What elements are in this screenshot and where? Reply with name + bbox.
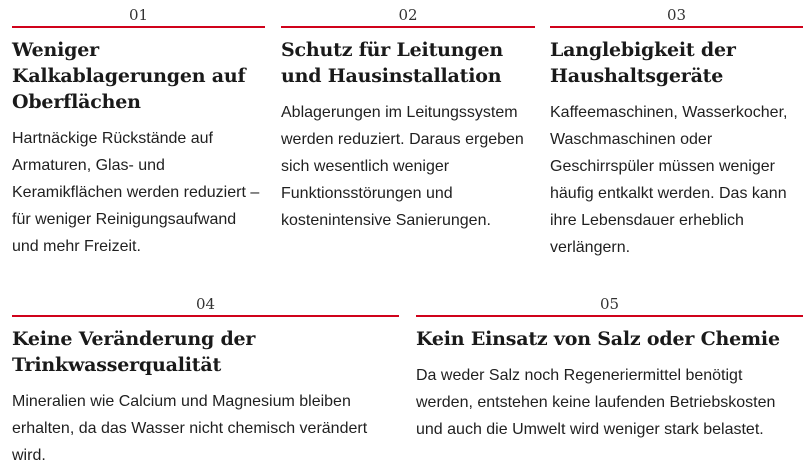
feature-description: Da weder Salz noch Regeneriermittel benötigt werden, entstehen keine laufenden Betriebskosten und auch die Umwelt wird weniger stark belastet. bbox=[416, 367, 776, 438]
feature-description: Hartnäckige Rückstände auf Armaturen, Glas- und Keramikflächen werden reduziert – für weniger Reinigungsaufwand und mehr Freizeit. bbox=[12, 130, 260, 255]
feature-divider bbox=[550, 26, 803, 28]
feature-card-02 bbox=[281, 6, 535, 234]
feature-divider bbox=[12, 315, 399, 317]
feature-number: 05 bbox=[599, 295, 620, 313]
feature-divider bbox=[416, 315, 803, 317]
feature-title: Langlebigkeit der Haushaltsgeräte bbox=[550, 39, 736, 87]
feature-card-01 bbox=[12, 6, 265, 260]
feature-number: 01 bbox=[128, 6, 149, 24]
feature-divider bbox=[281, 26, 535, 28]
feature-number: 04 bbox=[195, 295, 216, 313]
feature-card-05 bbox=[416, 295, 803, 443]
feature-description: Ablagerungen im Leitungssystem werden reduziert. Daraus ergeben sich wesentlich weniger Funktionsstörungen und kostenintensive Sanierungen. bbox=[281, 104, 524, 229]
feature-number: 02 bbox=[398, 6, 418, 24]
feature-card-03 bbox=[550, 6, 803, 261]
feature-card-04 bbox=[12, 295, 399, 469]
feature-description: Kaffeemaschinen, Wasserkocher, Waschmaschinen oder Geschirrspüler müssen weniger häufig entkalkt werden. Das kann ihre Lebensdauer erheblich verlängern. bbox=[550, 104, 788, 256]
feature-title: Keine Veränderung der Trinkwasserqualität bbox=[12, 328, 256, 376]
feature-description: Mineralien wie Calcium und Magnesium bleiben erhalten, da das Wasser nicht chemisch verändert wird. bbox=[12, 393, 368, 464]
feature-title: Kein Einsatz von Salz oder Chemie bbox=[416, 328, 780, 350]
feature-number: 03 bbox=[666, 6, 687, 24]
feature-divider bbox=[12, 26, 265, 28]
feature-title: Weniger Kalkablagerungen auf Oberflächen bbox=[12, 39, 246, 113]
feature-title: Schutz für Leitungen und Hausinstallation bbox=[281, 39, 503, 87]
